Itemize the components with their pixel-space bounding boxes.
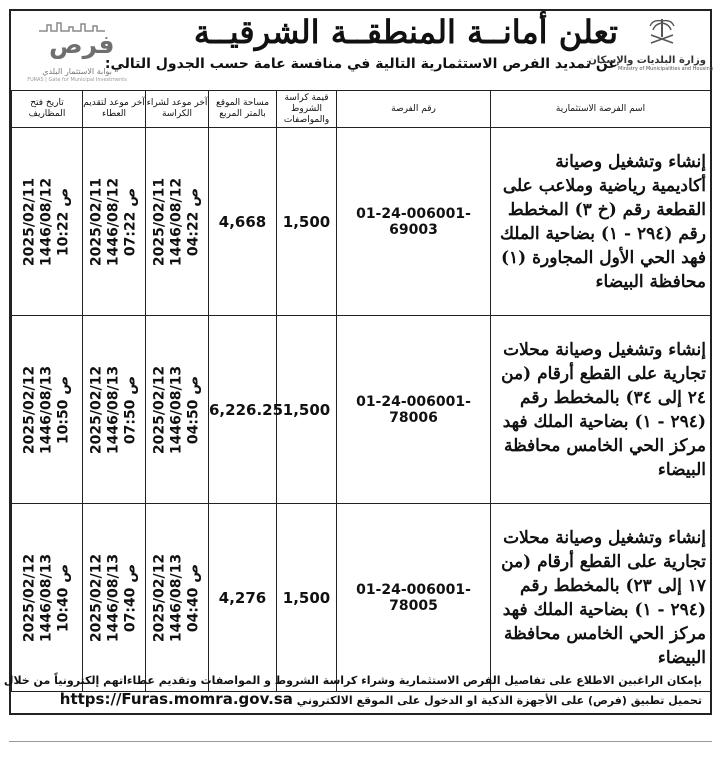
footer-line-2: [19, 691, 702, 709]
booklet-price: 1,500: [277, 128, 337, 316]
ministry-name-ar: وزارة البلديات والإسكان: [588, 55, 706, 66]
column-header-number: رقم الفرصة: [337, 91, 491, 128]
furas-tagline-en: FURAS | Gate for Municipal Investments: [27, 77, 127, 83]
site-area: 4,276: [209, 504, 277, 692]
buy-deadline: 2025/02/11 1446/08/12 04:22 ص: [151, 177, 202, 266]
column-header-opening: تاريخ فتح المظاريف: [12, 91, 83, 128]
table-row: [12, 128, 711, 316]
site-area: 4,668: [209, 128, 277, 316]
announcement-subtitle: عن تمديد الفرص الاستثمارية التالية في منافسة عامة حسب الجدول التالي:: [104, 56, 618, 72]
palm-swords-emblem-icon: [645, 15, 679, 49]
buy-deadline: 2025/02/12 1446/08/13 04:50 ص: [151, 365, 202, 454]
booklet-price: 1,500: [277, 504, 337, 692]
submit-deadline: 2025/02/12 1446/08/13 07:40 ص: [88, 553, 139, 642]
page-divider: [9, 741, 712, 742]
table-row: [12, 504, 711, 692]
opportunities-table: [3, 90, 711, 692]
footer-line-2-text: تحميل تطبيق (فرص) على الأجهزة الذكية او الدخول على الموقع الالكتروني: [296, 694, 702, 707]
opportunity-number: 01-24-006001-78006: [337, 316, 491, 504]
table-row: [12, 316, 711, 504]
opportunity-name: إنشاء وتشغيل وصيانة محلات تجارية على القطع أرقام (من ١٧ إلى ٢٣) بالمخطط رقم (٢٩٤ - ١) بضاحية الملك فهد مركز الحي الخامس محافظة البيضاء: [491, 504, 711, 692]
column-header-area: مساحة الموقع بالمتر المربع: [209, 91, 277, 128]
column-header-name: اسم الفرصة الاستثمارية: [491, 91, 711, 128]
column-header-booklet-price: قيمة كراسة الشروط والمواصفات: [277, 91, 337, 128]
opportunity-name: إنشاء وتشغيل وصيانة أكاديمية رياضية وملاعب على القطعة رقم (خ ٣) المخطط رقم (٢٩٤ - ١) بضاحية الملك فهد الحي الأول المجاورة (١) محافظة البيضاء: [491, 128, 711, 316]
furas-website-link[interactable]: https://Furas.momra.gov.sa: [59, 690, 293, 708]
opportunity-number: 01-24-006001-78005: [337, 504, 491, 692]
booklet-price: 1,500: [277, 316, 337, 504]
footer-line-1: بإمكان الراغبين الاطلاع على تفاصيل الفرص الاستثمارية وشراء كراسة الشروط و المواصفات وتقديم عطاءاتهم إلكترونياً من خلال: [3, 674, 702, 687]
buy-deadline: 2025/02/12 1446/08/13 04:40 ص: [151, 553, 202, 642]
opportunity-name: إنشاء وتشغيل وصيانة محلات تجارية على القطع أرقام (من ٢٤ إلى ٣٤) بالمخطط رقم (٢٩٤ - ١) بضاحية الملك فهد مركز الحي الخامس محافظة البيضاء: [491, 316, 711, 504]
opening-date: 2025/02/11 1446/08/12 10:22 ص: [21, 177, 72, 266]
submit-deadline: 2025/02/12 1446/08/13 07:50 ص: [88, 365, 139, 454]
ministry-name-en: Ministry of Municipalities and Housing: [618, 66, 713, 72]
opening-date: 2025/02/12 1446/08/13 10:50 ص: [21, 365, 72, 454]
announcement-frame: [3, 9, 713, 715]
announcement-footer: [3, 670, 710, 715]
submit-deadline: 2025/02/11 1446/08/12 07:22 ص: [88, 177, 139, 266]
site-area: 6,226.25: [209, 316, 277, 504]
furas-logo-text: فرص: [49, 30, 115, 59]
announcement-header: [11, 11, 713, 89]
announcement-title: تعلن أمانــة المنطقــة الشرقيــة: [193, 13, 618, 51]
ministry-logo: [588, 15, 713, 81]
table-header-row: [12, 91, 711, 128]
opportunity-number: 01-24-006001-69003: [337, 128, 491, 316]
furas-tagline-ar: بوابة الاستثمار البلدي: [42, 67, 112, 76]
opening-date: 2025/02/12 1446/08/13 10:40 ص: [21, 553, 72, 642]
column-header-buy-deadline: آخر موعد لشراء الكراسة: [146, 91, 209, 128]
column-header-submit-deadline: آخر موعد لتقديم العطاء: [83, 91, 146, 128]
